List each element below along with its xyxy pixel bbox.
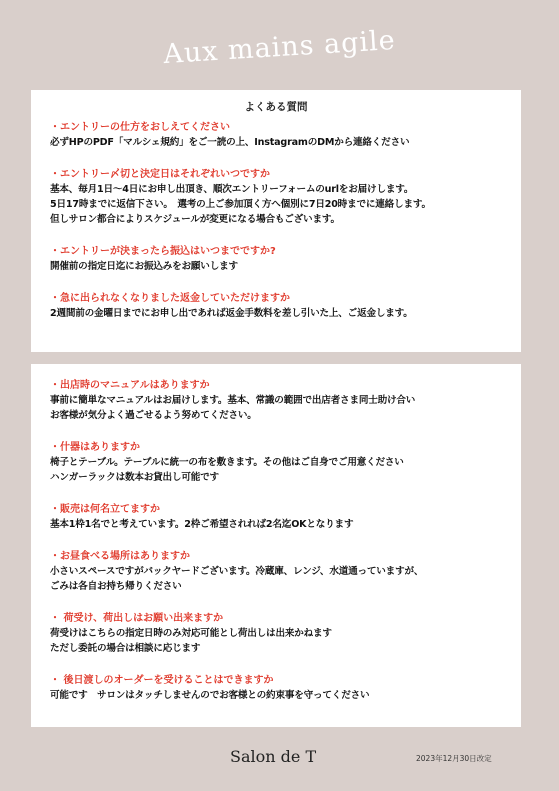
faq-answer-line: ごみは各自お持ち帰りください bbox=[50, 581, 182, 592]
salon-name: Salon de T bbox=[230, 747, 317, 766]
faq-list-bottom bbox=[50, 378, 521, 703]
faq-question: ・ 後日渡しのオーダーを受けることはできますか bbox=[50, 675, 274, 686]
faq-answer-line: 2週間前の金曜日までにお申し出であれば返金手数料を差し引いた上、ご返金します。 bbox=[50, 308, 413, 319]
faq-answer-line: お客様が気分よく過ごせるよう努めてください。 bbox=[50, 410, 257, 421]
faq-question: ・ 荷受け、荷出しはお願い出来ますか bbox=[50, 613, 224, 624]
faq-question: ・お昼食べる場所はありますか bbox=[50, 551, 190, 562]
faq-answer-line: 椅子とテーブル。テーブルに統一の布を敷きます。その他はご自身でご用意ください bbox=[50, 457, 404, 468]
faq-question: ・出店時のマニュアルはありますか bbox=[50, 380, 210, 391]
faq-question: ・什器はありますか bbox=[50, 442, 140, 453]
faq-question: ・エントリーが決まったら振込はいつまでですか? bbox=[50, 246, 276, 257]
faq-panel-bottom bbox=[31, 364, 521, 727]
faq-item bbox=[50, 549, 521, 594]
faq-item bbox=[50, 167, 521, 227]
faq-answer-line: 荷受けはこちらの指定日時のみ対応可能とし荷出しは出来かねます bbox=[50, 628, 332, 639]
faq-item bbox=[50, 378, 521, 423]
faq-answer-line: 開催前の指定日迄にお振込みをお願いします bbox=[50, 261, 238, 272]
faq-item bbox=[50, 291, 521, 321]
faq-item bbox=[50, 502, 521, 532]
faq-answer-line: 基本1枠1名でと考えています。2枠ご希望されれば2名迄OKとなります bbox=[50, 519, 354, 530]
faq-answer-line: 基本、毎月1日～4日にお申し出頂き、順次エントリーフォームのurlをお届けします。 bbox=[50, 184, 414, 195]
faq-item bbox=[50, 611, 521, 656]
faq-answer-line: 但しサロン都合によりスケジュールが変更になる場合もございます。 bbox=[50, 214, 340, 225]
faq-panel-top bbox=[31, 90, 521, 352]
faq-answer-line: ハンガーラックは数本お貸出し可能です bbox=[50, 472, 219, 483]
faq-question: ・エントリーの仕方をおしえてください bbox=[50, 122, 230, 133]
faq-item bbox=[50, 120, 521, 150]
faq-answer-line: 事前に簡単なマニュアルはお届けします。基本、常識の範囲で出店者さま同士助け合い bbox=[50, 395, 416, 406]
faq-list-top bbox=[50, 120, 521, 321]
faq-heading: よくある質問 bbox=[244, 101, 308, 113]
revised-date: 2023年12月30日改定 bbox=[416, 754, 492, 763]
faq-question: ・販売は何名立てますか bbox=[50, 504, 160, 515]
faq-item bbox=[50, 673, 521, 703]
brand-title: Aux mains agile bbox=[162, 24, 397, 71]
faq-answer-line: 小さいスペースですがバックヤードございます。冷蔵庫、レンジ、水道通っていますが、 bbox=[50, 566, 424, 577]
faq-answer-line: ただし委託の場合は相談に応じます bbox=[50, 643, 201, 654]
faq-item bbox=[50, 244, 521, 274]
faq-answer-line: 可能です サロンはタッチしませんのでお客様との約束事を守ってください bbox=[50, 690, 370, 701]
faq-question: ・エントリー〆切と決定日はそれぞれいつですか bbox=[50, 169, 270, 180]
faq-answer-line: 5日17時までに返信下さい。 選考の上ご参加頂く方へ個別に7日20時までに連絡します。 bbox=[50, 199, 431, 210]
faq-answer-line: 必ずHPのPDF「マルシェ規約」をご一読の上、InstagramのDMから連絡ください bbox=[50, 137, 410, 148]
faq-question: ・急に出られなくなりました返金していただけますか bbox=[50, 293, 290, 304]
faq-item bbox=[50, 440, 521, 485]
